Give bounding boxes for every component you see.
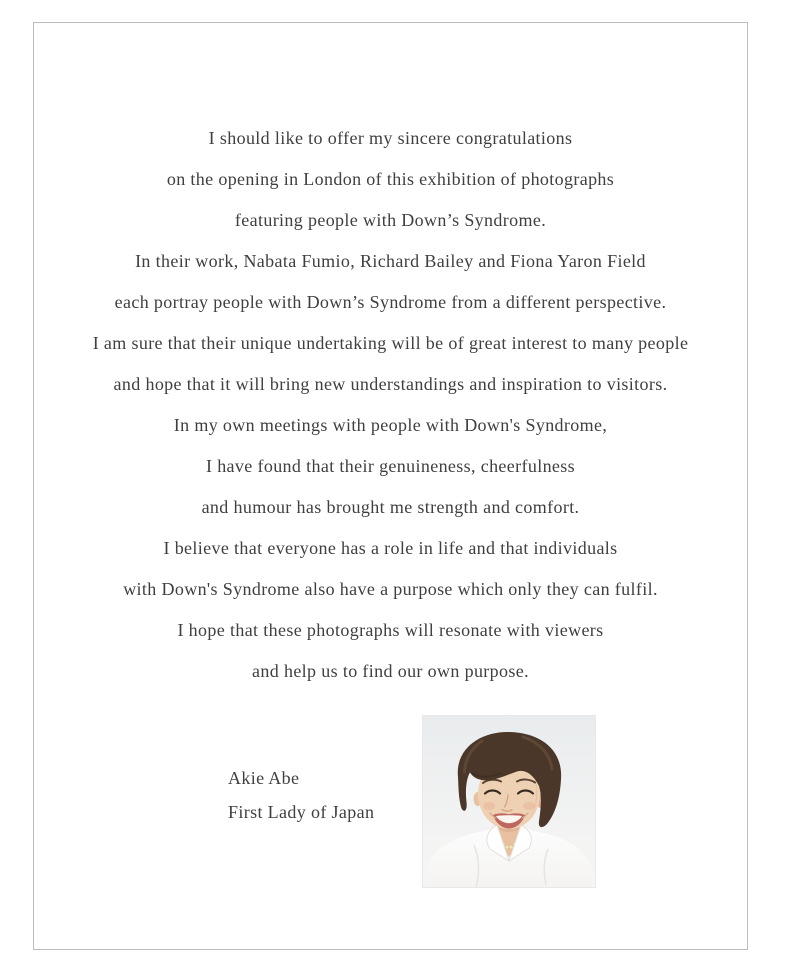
letter-line: and humour has brought me strength and comfort. (201, 497, 580, 517)
signature-title: First Lady of Japan (228, 802, 375, 822)
letter-body (34, 118, 747, 692)
letter-line: on the opening in London of this exhibition of photographs (166, 169, 615, 189)
letter-line: I should like to offer my sincere congratulations (208, 128, 573, 148)
letter-line: In their work, Nabata Fumio, Richard Bailey and Fiona Yaron Field (135, 251, 646, 271)
letter-line: I have found that their genuineness, cheerfulness (205, 456, 576, 476)
letter-line: I am sure that their unique undertaking will be of great interest to many people (92, 333, 689, 353)
letter-line: I believe that everyone has a role in life and that individuals (163, 538, 618, 558)
signature-block (228, 761, 374, 829)
signature-name: Akie Abe (228, 768, 300, 788)
document-page (33, 22, 748, 950)
portrait-photo-akie-abe-icon (422, 715, 596, 888)
portrait-illustration (422, 715, 596, 888)
letter-line: each portray people with Down’s Syndrome from a different perspective. (114, 292, 667, 312)
letter-line: and hope that it will bring new understandings and inspiration to visitors. (113, 374, 668, 394)
letter-line: In my own meetings with people with Down's Syndrome, (173, 415, 608, 435)
letter-line: with Down's Syndrome also have a purpose which only they can fulfil. (123, 579, 658, 599)
letter-line: I hope that these photographs will resonate with viewers (177, 620, 604, 640)
letter-line: featuring people with Down’s Syndrome. (234, 210, 547, 230)
letter-line: and help us to find our own purpose. (252, 661, 529, 681)
